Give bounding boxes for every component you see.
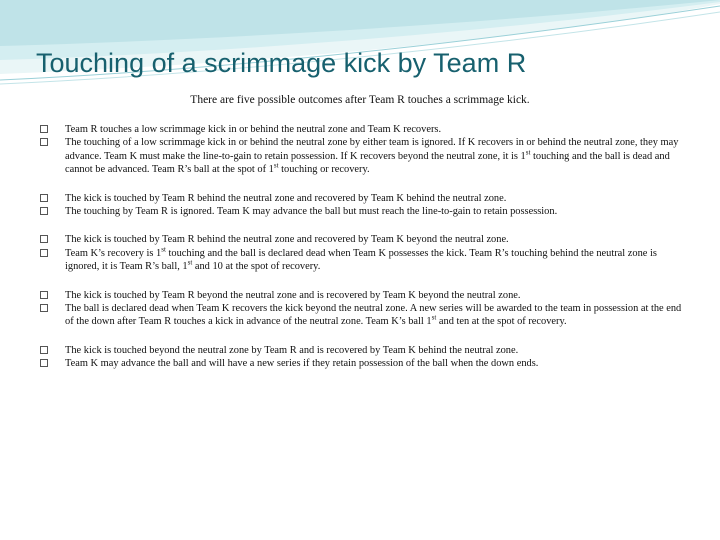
outcome-4-ruling: The ball is declared dead when Team K recovers the kick beyond the neutral zone. A new series will be awarded to the team in possession at the end of the down after Team R touches a kick in advance of the neutral zone. Team K’s ball 1st and ten at the spot of recovery. <box>40 302 685 329</box>
outcomes-list <box>40 123 685 386</box>
outcome-1-scenario: Team R touches a low scrimmage kick in or behind the neutral zone and Team K recovers. <box>40 123 685 136</box>
outcome-5 <box>40 344 685 371</box>
outcome-2 <box>40 192 685 219</box>
bullet-icon <box>40 346 48 354</box>
outcome-2-scenario: The kick is touched by Team R behind the neutral zone and recovered by Team K behind the neutral zone. <box>40 192 685 205</box>
slide-title: Touching of a scrimmage kick by Team R <box>36 48 527 78</box>
bullet-icon <box>40 249 48 257</box>
bullet-icon <box>40 304 48 312</box>
bullet-icon <box>40 194 48 202</box>
outcome-4-scenario: The kick is touched by Team R beyond the neutral zone and is recovered by Team K beyond the neutral zone. <box>40 289 685 302</box>
outcome-5-ruling: Team K may advance the ball and will have a new series if they retain possession of the ball when the down ends. <box>40 357 685 370</box>
bullet-icon <box>40 207 48 215</box>
bullet-icon <box>40 291 48 299</box>
bullet-icon <box>40 138 48 146</box>
bullet-icon <box>40 235 48 243</box>
outcome-4 <box>40 289 685 329</box>
bullet-icon <box>40 125 48 133</box>
bullet-icon <box>40 359 48 367</box>
outcome-3-scenario: The kick is touched by Team R behind the neutral zone and recovered by Team K beyond the neutral zone. <box>40 233 685 246</box>
intro-text: There are five possible outcomes after Team R touches a scrimmage kick. <box>190 94 530 106</box>
outcome-3-ruling: Team K’s recovery is 1st touching and the ball is declared dead when Team K possesses the kick. Team R’s touching behind the neutral zone is ignored, it is Team R’s ball, 1st and 10 at the spot of recovery. <box>40 247 685 274</box>
outcome-3 <box>40 233 685 273</box>
outcome-1-ruling: The touching of a low scrimmage kick in or behind the neutral zone by either team is ignored. If K recovers in or behind the neutral zone, they may advance. Team K must make the line-to-gain to retain possession. If K recovers beyond the neutral zone, it is 1st touching and the ball is dead and cannot be advanced. Team R’s ball at the spot of 1st touching or recovery. <box>40 136 685 176</box>
outcome-5-scenario: The kick is touched beyond the neutral zone by Team R and is recovered by Team K behind the neutral zone. <box>40 344 685 357</box>
outcome-1 <box>40 123 685 177</box>
outcome-2-ruling: The touching by Team R is ignored. Team K may advance the ball but must reach the line-to-gain to retain possession. <box>40 205 685 218</box>
